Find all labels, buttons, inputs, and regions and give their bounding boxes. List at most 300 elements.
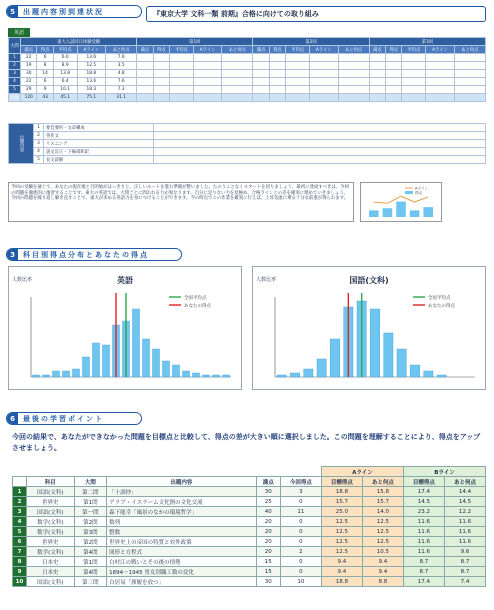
col-header: あと何点 (222, 46, 253, 54)
round1-header: 第1回 (137, 38, 253, 46)
topic-label: リスニング (44, 140, 154, 148)
mini-bar (423, 207, 433, 217)
topic-num: 4 (34, 148, 44, 156)
comment-box (8, 182, 354, 222)
point-row (13, 577, 486, 587)
empty-cell (222, 70, 253, 78)
score-cell: 0 (280, 567, 321, 577)
histogram-bar (63, 371, 70, 377)
point-row (13, 557, 486, 567)
topic-row (9, 156, 486, 164)
legend-label: あなたの得点 (184, 304, 211, 309)
col-header: 平均点 (170, 46, 194, 54)
question-cell: 第三問 (74, 577, 107, 587)
content-cell: 白村江の戦いとその後の情勢 (107, 557, 256, 567)
score-cell: 22 (21, 54, 37, 62)
empty-cell (269, 86, 285, 94)
histogram-bar (384, 333, 393, 377)
row-number: 10 (13, 577, 27, 587)
score-cell: 7.6 (106, 78, 137, 86)
max-cell: 15 (256, 557, 280, 567)
empty-cell (386, 70, 402, 78)
score-cell: 75.1 (77, 94, 106, 102)
a-target-cell: 18.8 (321, 577, 362, 587)
chart-title: 国語(文科) (349, 276, 389, 285)
empty-cell (193, 94, 222, 102)
point-row (13, 567, 486, 577)
score-cell: 29 (21, 86, 37, 94)
score-cell: 22 (21, 78, 37, 86)
point-row (13, 517, 486, 527)
a-target-cell: 12.5 (321, 527, 362, 537)
score-cell: 13.6 (77, 54, 106, 62)
empty-cell (222, 94, 253, 102)
histogram-bar (183, 371, 190, 377)
empty-cell (137, 70, 153, 78)
topic-row (9, 148, 486, 156)
col-header: 満点 (21, 46, 37, 54)
comment-text: 今回の受験を通じて、あなたの現在地と目的地がはっきりと、正しいルートを進む準備が整いました。たのうことなくスタートを切りましょう。最初に達成すべきは、今回の問題を徹底的に復習することです。東大の英語では、大問ごとに問われる力が異なります。自分に足りない力を見極め、合格ラインとの差を確実に埋めていきましょう。今回の問題を繰り返し解き直すことで、東大が求める英語力を身につけることができます。今の時点でこの作業を確実に行えば、上昇気流に乗る十分な前進が得られます。 (11, 185, 349, 202)
score-cell: 0 (280, 557, 321, 567)
pt-col: あと何点 (362, 477, 403, 487)
score-cell: 0 (280, 517, 321, 527)
max-cell: 40 (256, 507, 280, 517)
empty-cell (338, 94, 369, 102)
empty-cell (269, 70, 285, 78)
content-cell: 数列 (107, 517, 256, 527)
col-header: 得点 (37, 46, 53, 54)
empty-cell (153, 78, 169, 86)
content-cell: 森下能幸「風景のなかの環境哲学」 (107, 507, 256, 517)
histogram-bar (223, 375, 230, 377)
a-gap-cell: 15.7 (362, 497, 403, 507)
max-cell: 30 (256, 487, 280, 497)
subject-cell: 世界史 (27, 537, 75, 547)
score-cell: 45.1 (53, 94, 77, 102)
score-cell: 43 (37, 94, 53, 102)
subject-cell: 数学(文科) (27, 517, 75, 527)
empty-cell (153, 62, 169, 70)
section5-number: 5 (7, 6, 18, 17)
empty-cell (154, 156, 486, 164)
empty-cell (193, 86, 222, 94)
row-number: 1 (13, 487, 27, 497)
section3-header (6, 248, 182, 261)
score-cell: 13.8 (53, 70, 77, 78)
legend-swatch (405, 191, 413, 194)
point-row (13, 497, 486, 507)
mini-bar (396, 202, 406, 217)
empty-cell (338, 86, 369, 94)
b-line-header: Bライン (403, 467, 485, 477)
empty-cell (193, 78, 222, 86)
score-row (9, 86, 486, 94)
topic-label: 要旨要約・文章構成 (44, 124, 154, 132)
goal-banner: 『東京大学 文科一類 前期』合格に向けての取り組み (146, 6, 486, 22)
a-gap-cell: 9.4 (362, 567, 403, 577)
content-cell: 世界史上の帝国の特質と対外政策 (107, 537, 256, 547)
empty-cell (286, 94, 310, 102)
y-axis-label: 人数比率 (12, 277, 33, 283)
round2-header: 第2回 (253, 38, 369, 46)
empty-cell (286, 86, 310, 94)
empty-cell (402, 70, 426, 78)
empty-cell (170, 70, 194, 78)
a-gap-cell: 10.5 (362, 547, 403, 557)
b-target-cell: 11.6 (403, 527, 444, 537)
empty-cell (253, 94, 269, 102)
empty-cell (253, 86, 269, 94)
histogram-bar (93, 343, 100, 377)
empty-cell (154, 132, 486, 140)
chart-title: 英語 (117, 276, 133, 285)
histogram-bar (33, 375, 40, 377)
empty-cell (269, 54, 285, 62)
question-cell: 第2問 (74, 537, 107, 547)
empty-cell (269, 94, 285, 102)
exam-header: 東大入試同日体験受験 (21, 38, 137, 46)
empty-cell (454, 54, 485, 62)
score-cell: 19 (21, 62, 37, 70)
pt-col: 科目 (27, 477, 75, 487)
row-number: 5 (13, 527, 27, 537)
histogram-bar (277, 375, 286, 377)
score-cell: 0 (280, 527, 321, 537)
empty-cell (402, 54, 426, 62)
score-cell: 6.4 (53, 78, 77, 86)
point-table (12, 466, 486, 587)
empty-cell (253, 62, 269, 70)
subject-cell: 国語(文科) (27, 487, 75, 497)
subject-cell: 数学(文科) (27, 527, 75, 537)
col-header: あと何点 (106, 46, 137, 54)
section3-number: 3 (7, 249, 18, 260)
empty-cell (170, 78, 194, 86)
score-cell: 30 (21, 70, 37, 78)
histogram-bar (83, 357, 90, 377)
question-cell: 第3問 (74, 527, 107, 537)
histogram-bar (73, 369, 80, 377)
pt-col: 満点 (256, 477, 280, 487)
b-target-cell: 8.7 (403, 567, 444, 577)
row-label: 合計 (10, 95, 19, 101)
empty-cell (369, 94, 385, 102)
col-header: 平均点 (286, 46, 310, 54)
score-row (9, 94, 486, 102)
topic-num: 1 (34, 124, 44, 132)
score-cell: 10 (280, 577, 321, 587)
row-label: 2 (9, 62, 21, 70)
score-row (9, 62, 486, 70)
a-target-cell: 18.8 (321, 487, 362, 497)
topic-side-label: 出題内容 (9, 124, 34, 164)
subject-cell: 日本史 (27, 557, 75, 567)
score-cell: 9 (37, 86, 53, 94)
question-cell: 第4問 (74, 547, 107, 557)
empty-cell (402, 86, 426, 94)
topic-num: 2 (34, 132, 44, 140)
point-row (13, 527, 486, 537)
empty-cell (402, 78, 426, 86)
pt-col: 大問 (74, 477, 107, 487)
col-header: 平均点 (402, 46, 426, 54)
empty-cell (154, 140, 486, 148)
a-gap-cell: 12.5 (362, 517, 403, 527)
col-header: 得点 (269, 46, 285, 54)
content-cell: 1894～1945 男女別職工数の変化 (107, 567, 256, 577)
b-gap-cell: 12.2 (444, 507, 485, 517)
histogram-bar (53, 371, 60, 377)
col-header: Aライン (193, 46, 222, 54)
legend-label: 得点 (415, 191, 423, 195)
empty-cell (286, 54, 310, 62)
empty-cell (338, 70, 369, 78)
row-label: 4 (9, 78, 21, 86)
histogram-bar (153, 349, 160, 377)
empty-cell (170, 94, 194, 102)
empty-cell (153, 70, 169, 78)
a-target-cell: 9.4 (321, 567, 362, 577)
empty-cell (338, 54, 369, 62)
empty-cell (170, 62, 194, 70)
topic-label: 長文読解 (44, 156, 154, 164)
a-target-cell: 12.5 (321, 517, 362, 527)
a-line-header: Aライン (321, 467, 403, 477)
empty-cell (222, 54, 253, 62)
histogram-bar (290, 373, 299, 377)
score-cell: 8 (37, 62, 53, 70)
empty-cell (310, 70, 339, 78)
histogram-bar (193, 373, 200, 377)
empty-cell (338, 78, 369, 86)
score-cell: 0 (280, 537, 321, 547)
empty-cell (454, 94, 485, 102)
empty-cell (253, 54, 269, 62)
max-cell: 30 (256, 577, 280, 587)
y-axis-label: 人数比率 (256, 277, 277, 283)
empty-cell (426, 70, 455, 78)
score-cell: 11 (280, 507, 321, 517)
score-cell: 14 (37, 70, 53, 78)
col-header: Aライン (77, 46, 106, 54)
topic-table (8, 123, 486, 164)
empty-cell (310, 94, 339, 102)
point-row (13, 487, 486, 497)
a-target-cell: 9.4 (321, 557, 362, 567)
score-cell: 4.8 (106, 70, 137, 78)
topic-num: 3 (34, 140, 44, 148)
b-gap-cell: 8.7 (444, 557, 485, 567)
b-gap-cell: 9.6 (444, 547, 485, 557)
col-header: あと何点 (454, 46, 485, 54)
question-cell: 第一問 (74, 507, 107, 517)
b-gap-cell: 11.6 (444, 537, 485, 547)
empty-cell (286, 62, 310, 70)
subject-tag: 英語 (8, 28, 30, 37)
score-cell: 12.5 (77, 62, 106, 70)
score-cell: 10.1 (53, 86, 77, 94)
histogram-bar (397, 349, 406, 377)
empty-cell (426, 62, 455, 70)
mini-bar (410, 210, 420, 217)
histogram-bar (317, 359, 326, 377)
empty-cell (222, 86, 253, 94)
empty-cell (402, 94, 426, 102)
pt-col: 目標得点 (403, 477, 444, 487)
row-label: 3 (9, 70, 21, 78)
row-label: 5 (9, 86, 21, 94)
pt-col: 今回得点 (280, 477, 321, 487)
b-gap-cell: 11.6 (444, 527, 485, 537)
point-row (13, 547, 486, 557)
empty-cell (386, 54, 402, 62)
subject-cell: 世界史 (27, 497, 75, 507)
score-cell: 13.6 (77, 78, 106, 86)
score-cell: 6 (37, 78, 53, 86)
histogram-bar (163, 361, 170, 377)
histogram-bar (410, 365, 419, 377)
content-cell: 「十訓抄」 (107, 487, 256, 497)
score-cell: 18.3 (77, 86, 106, 94)
question-cell: 第二問 (74, 487, 107, 497)
histogram-bar (304, 369, 313, 377)
histogram-bar (173, 365, 180, 377)
histogram-bar (370, 309, 379, 377)
empty-cell (454, 78, 485, 86)
pt-col: 出題内容 (107, 477, 256, 487)
histogram-bar (213, 375, 220, 377)
a-target-cell: 12.5 (321, 547, 362, 557)
empty-cell (137, 78, 153, 86)
empty-cell (269, 62, 285, 70)
empty-cell (137, 86, 153, 94)
score-row (9, 54, 486, 62)
max-cell: 20 (256, 537, 280, 547)
histogram-bar (424, 371, 433, 377)
histogram-bar (133, 309, 140, 377)
section6-number: 6 (7, 413, 18, 424)
b-target-cell: 23.2 (403, 507, 444, 517)
b-gap-cell: 11.6 (444, 517, 485, 527)
b-target-cell: 11.6 (403, 517, 444, 527)
empty-cell (369, 62, 385, 70)
topic-label: 英作文 (44, 132, 154, 140)
empty-cell (426, 86, 455, 94)
empty-cell (153, 94, 169, 102)
pt-col: あと何点 (444, 477, 485, 487)
empty-cell (402, 62, 426, 70)
content-cell: 白居易「旗履を放つ」 (107, 577, 256, 587)
col-daimon: 大問 (9, 38, 21, 54)
empty-cell (386, 78, 402, 86)
col-header: Aライン (310, 46, 339, 54)
a-gap-cell: 15.8 (362, 487, 403, 497)
a-target-cell: 25.0 (321, 507, 362, 517)
empty-cell (426, 94, 455, 102)
subject-cell: 数学(文科) (27, 547, 75, 557)
subject-cell: 国語(文科) (27, 577, 75, 587)
a-target-cell: 12.5 (321, 537, 362, 547)
row-label: 1 (9, 54, 21, 62)
b-gap-cell: 8.7 (444, 567, 485, 577)
row-number: 6 (13, 537, 27, 547)
empty-cell (193, 62, 222, 70)
empty-cell (369, 70, 385, 78)
row-number: 8 (13, 557, 27, 567)
histogram-bar (437, 375, 446, 377)
content-cell: 整数 (107, 527, 256, 537)
row-number: 3 (13, 507, 27, 517)
empty-cell (310, 78, 339, 86)
row-number: 9 (13, 567, 27, 577)
section6-intro: 今回の結果で、あなたができなかった問題を目標点と比較して、得点の差が大きい順に選択しました。この問題を理解することにより、得点をアップさせましょう。 (12, 433, 481, 452)
empty-cell (454, 70, 485, 78)
section5-title: 出題内容別到達状況 (23, 7, 104, 16)
section3-title: 科目別得点分布とあなたの得点 (23, 250, 149, 259)
histogram-bar (330, 339, 339, 377)
empty-cell (310, 86, 339, 94)
english-chart (8, 266, 242, 390)
mini-bar (383, 208, 393, 217)
b-gap-cell: 14.5 (444, 497, 485, 507)
b-target-cell: 17.4 (403, 487, 444, 497)
b-target-cell: 17.4 (403, 577, 444, 587)
score-cell: 31.1 (106, 94, 137, 102)
mini-chart (360, 182, 442, 222)
row-number: 7 (13, 547, 27, 557)
empty-cell (369, 86, 385, 94)
round3-header: 第3回 (369, 38, 485, 46)
empty-cell (222, 78, 253, 86)
a-gap-cell: 9.4 (362, 557, 403, 567)
content-cell: アラブ・イスラーム文化圏の文化交流 (107, 497, 256, 507)
col-header: 満点 (369, 46, 385, 54)
histogram-bar (103, 345, 110, 377)
score-cell: 6.0 (53, 54, 77, 62)
col-header: 満点 (253, 46, 269, 54)
section6-title: 最後の学習ポイント (23, 414, 104, 423)
histogram-bar (143, 339, 150, 377)
empty-cell (269, 78, 285, 86)
score-cell: 6 (37, 54, 53, 62)
a-gap-cell: 8.8 (362, 577, 403, 587)
b-gap-cell: 7.4 (444, 577, 485, 587)
col-header: 得点 (386, 46, 402, 54)
b-target-cell: 8.7 (403, 557, 444, 567)
empty-cell (170, 54, 194, 62)
score-cell: 2 (280, 547, 321, 557)
col-header: 満点 (137, 46, 153, 54)
b-target-cell: 11.6 (403, 537, 444, 547)
empty-cell (170, 86, 194, 94)
a-gap-cell: 12.5 (362, 527, 403, 537)
score-cell: 3 (280, 487, 321, 497)
point-row (13, 507, 486, 517)
question-cell: 第4問 (74, 567, 107, 577)
empty-cell (310, 62, 339, 70)
a-gap-cell: 12.5 (362, 537, 403, 547)
histogram-bar (43, 375, 50, 377)
max-cell: 25 (256, 497, 280, 507)
pt-col: 目標得点 (321, 477, 362, 487)
legend-label: Aライン (415, 186, 429, 191)
empty-cell (310, 54, 339, 62)
subject-cell: 国語(文科) (27, 507, 75, 517)
topic-row (9, 124, 486, 132)
b-target-cell: 14.5 (403, 497, 444, 507)
score-cell: 7.3 (106, 86, 137, 94)
score-cell: 7.6 (106, 54, 137, 62)
